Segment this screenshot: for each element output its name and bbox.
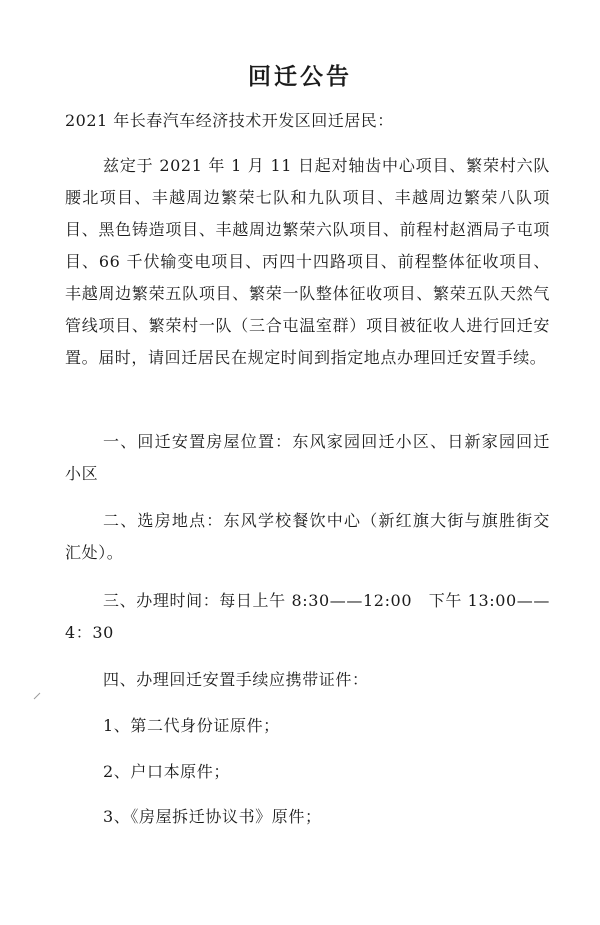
page-title: 回迁公告 — [248, 64, 352, 90]
document-list-item: 2、户口本原件； — [103, 762, 230, 781]
item-selection-location: 二、选房地点：东风学校餐饮中心（新红旗大街与旗胜街交汇处）。 — [65, 511, 550, 562]
document-list-item: 1、第二代身份证原件； — [103, 716, 280, 735]
salutation: 2021 年长春汽车经济技术开发区回迁居民： — [65, 111, 394, 130]
item-housing-location: 一、回迁安置房屋位置：东风家园回迁小区、日新家园回迁小区 — [65, 432, 550, 483]
item-office-hours: 三、办理时间：每日上午 8:30——12:00 下午 13:00——4：30 — [65, 591, 550, 642]
pen-mark-icon — [33, 692, 41, 700]
item-required-documents: 四、办理回迁安置手续应携带证件： — [103, 670, 369, 689]
intro-paragraph: 兹定于 2021 年 1 月 11 日起对轴齿中心项目、繁荣村六队腰北项目、丰越周边繁荣七队和九队项目、丰越周边繁荣八队项目、黑色铸造项目、丰越周边繁荣六队项目、前程村赵酒局子屯项目、66 千伏输变电项目、丙四十四路项目、前程整体征收项目、丰越周边繁荣五队项目、繁荣一队整体征收项目、繁荣五队天然气管线项目、繁荣村一队（三合屯温室群）项目被征收人进行回迁安置。届时，请回迁居民在规定时间到指定地点办理回迁安置手续。 — [65, 156, 550, 367]
document-list-item: 3、《房屋拆迁协议书》原件； — [103, 807, 322, 826]
